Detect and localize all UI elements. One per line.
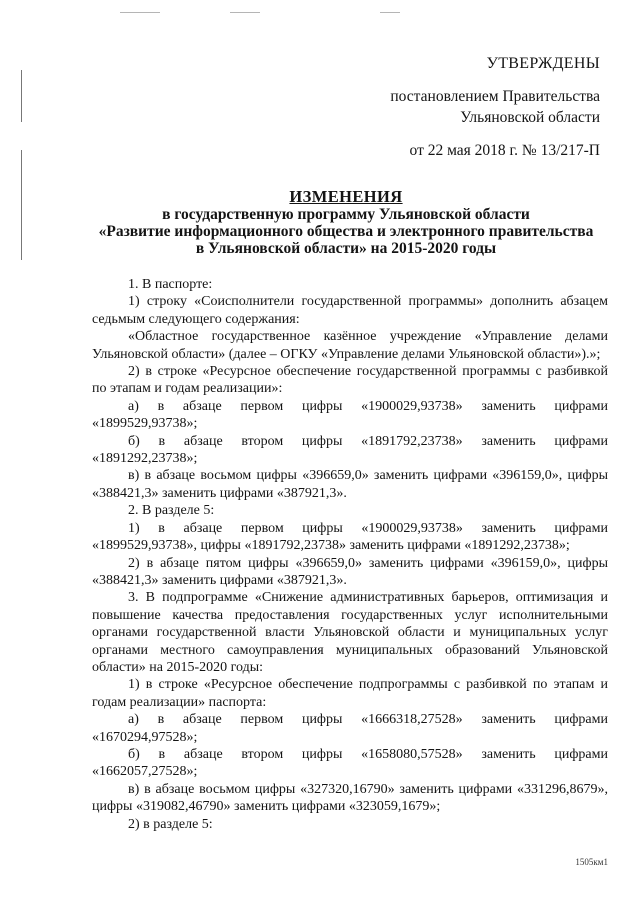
footer-code: 1505км1 [575,857,608,867]
paragraph: 3. В подпрограмме «Снижение административных барьеров, оптимизация и повышение качества предоставления государственных услуг исполнительными органами государственной власти Ульяновской области и муниципальных услуг органами местного самоуправления муниципальных образований Ульяновской области» на 2015-2020 годы: [92,590,608,675]
paragraph: 2) в строке «Ресурсное обеспечение государственной программы с разбивкой по этапам и годам реализации»: [92,364,608,397]
heading-line: в Ульяновской области» на 2015-2020 годы [195,240,497,257]
scan-artifact [120,12,160,13]
document-heading [86,188,606,257]
paragraph: а) в абзаце первом цифры «1900029,93738» заменить цифрами «1899529,93738»; [92,398,608,432]
heading-line: в государственную программу Ульяновской области [162,206,530,223]
paragraph: 1) в строке «Ресурсное обеспечение подпрограммы с разбивкой по этапам и годам реализации» паспорта: [92,677,608,710]
paragraph: б) в абзаце втором цифры «1658080,57528» заменить цифрами «1662057,27528»; [92,746,608,780]
decree-date: от 22 мая 2018 г. № 13/217-П [409,142,600,159]
approval-block [320,54,600,160]
paragraph: в) в абзаце восьмом цифры «396659,0» заменить цифрами «396159,0», цифры «388421,3» заменить цифрами «387921,3». [92,468,608,501]
scan-artifact [380,12,400,13]
scan-margin-line [21,70,22,122]
paragraph: 1) в абзаце первом цифры «1900029,93738» заменить цифрами «1899529,93738», цифры «1891792,23738» заменить цифрами «1891292,23738»; [92,520,608,554]
paragraph: а) в абзаце первом цифры «1666318,27528» заменить цифрами «1670294,97528»; [92,712,608,745]
approval-stamp-title: УТВЕРЖДЕНЫ [486,55,600,72]
heading-line: «Развитие информационного общества и электронного правительства [98,223,594,240]
decree-region: Ульяновской области [460,109,600,126]
paragraph: 1) строку «Соисполнители государственной программы» дополнить абзацем седьмым следующего содержания: [92,294,608,327]
paragraph: б) в абзаце втором цифры «1891792,23738» заменить цифрами «1891292,23738»; [92,433,608,467]
paragraph: 2. В разделе 5: [128,503,215,519]
document-title: ИЗМЕНЕНИЯ [289,187,403,206]
paragraph: в) в абзаце восьмом цифры «327320,16790» заменить цифрами «331296,8679», цифры «319082,46790» заменить цифрами «323059,1679»; [92,781,608,815]
paragraph: 2) в разделе 5: [128,816,213,832]
paragraph: 1. В паспорте: [128,277,213,292]
paragraph: «Областное государственное казённое учреждение «Управление делами Ульяновской области» (далее – ОГКУ «Управление делами Ульяновской области»).»; [92,329,608,362]
document-body [92,276,608,833]
scan-margin-line [21,150,22,260]
scan-artifact [230,12,260,13]
decree-authority: постановлением Правительства [390,88,600,105]
paragraph: 2) в абзаце пятом цифры «396659,0» заменить цифрами «396159,0», цифры «388421,3» заменить цифрами «387921,3». [92,555,608,588]
